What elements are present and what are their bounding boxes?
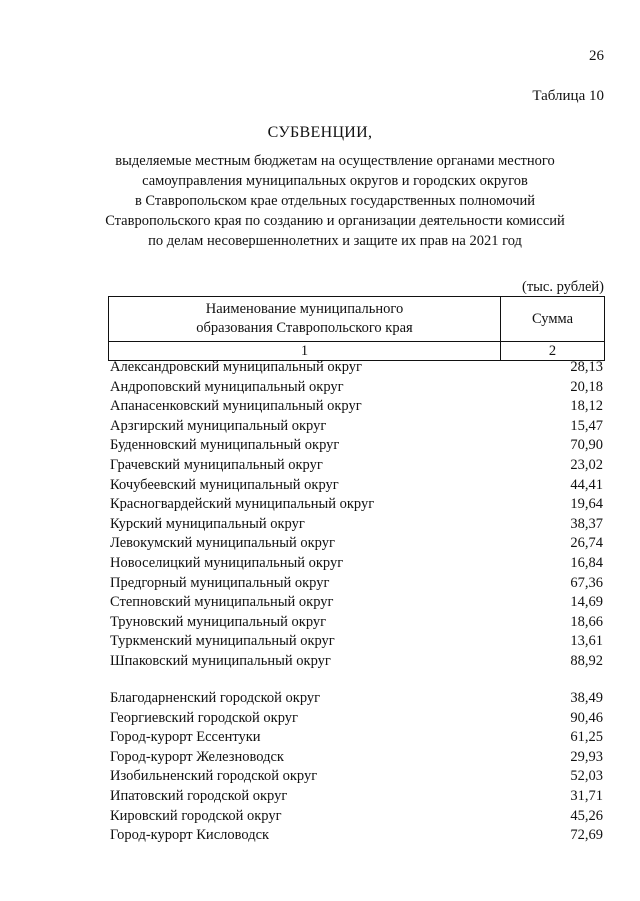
- table-row: [110, 495, 603, 515]
- row-value: 14,69: [570, 594, 603, 611]
- table-label: Таблица 10: [532, 88, 604, 104]
- header-name-cell: [109, 297, 501, 342]
- row-value: 15,47: [570, 417, 603, 434]
- row-value: 18,12: [570, 398, 603, 415]
- row-value: 67,36: [570, 574, 603, 591]
- row-value: 19,64: [570, 496, 603, 513]
- row-value: 38,37: [570, 515, 603, 532]
- row-value: 72,69: [570, 827, 603, 844]
- row-name: Курский муниципальный округ: [110, 515, 305, 532]
- table-row: [110, 728, 603, 748]
- row-value: 13,61: [570, 633, 603, 650]
- table-header: [108, 296, 605, 361]
- subtitle-line: по делам несовершеннолетних и защите их прав на 2021 год: [148, 233, 522, 249]
- city-districts-list: [110, 689, 603, 846]
- row-value: 38,49: [570, 690, 603, 706]
- row-name: Арзгирский муниципальный округ: [110, 417, 327, 434]
- table-row: [110, 417, 603, 437]
- table-row: [110, 593, 603, 613]
- table-row: [110, 456, 603, 476]
- header-name-line: Наименование муниципального: [205, 301, 404, 317]
- table-row: [110, 632, 603, 652]
- row-name: Апанасенковский муниципальный округ: [110, 398, 362, 415]
- row-value: 26,74: [570, 535, 603, 552]
- row-value: 18,66: [570, 613, 603, 630]
- municipal-districts-list: [110, 358, 603, 672]
- table-row: [110, 397, 603, 417]
- row-name: Шпаковский муниципальный округ: [110, 652, 331, 669]
- row-value: 61,25: [570, 729, 603, 746]
- row-name: Город-курорт Ессентуки: [110, 729, 261, 746]
- table-row: [110, 709, 603, 729]
- table-row: [110, 554, 603, 574]
- table-row: [110, 613, 603, 633]
- units-label: (тыс. рублей): [522, 279, 604, 295]
- subtitle-line: в Ставропольском крае отдельных государственных полномочий: [134, 193, 536, 209]
- header-col-number: 2: [501, 342, 605, 361]
- table-row: [110, 652, 603, 672]
- page-number: 26: [589, 48, 604, 64]
- table-row: [110, 534, 603, 554]
- row-name: Грачевский муниципальный округ: [110, 456, 323, 473]
- row-value: 70,90: [570, 437, 603, 454]
- table-row: [110, 574, 603, 594]
- row-name: Кочубеевский муниципальный округ: [110, 476, 339, 493]
- table-row: [110, 826, 603, 846]
- table-row: [110, 515, 603, 535]
- row-value: 29,93: [570, 748, 603, 765]
- row-name: Новоселицкий муниципальный округ: [110, 554, 344, 571]
- table-row: [110, 787, 603, 807]
- table-row: [110, 689, 603, 709]
- subtitle-line: самоуправления муниципальных округов и городских округов: [142, 173, 528, 189]
- row-name: Красногвардейский муниципальный округ: [110, 496, 375, 513]
- row-name: Кировский городской округ: [110, 807, 282, 824]
- row-name: Андроповский муниципальный округ: [110, 378, 344, 395]
- document-title: СУБВЕНЦИИ,: [267, 124, 373, 141]
- table-row: [110, 807, 603, 827]
- table-row: [110, 767, 603, 787]
- row-name: Буденновский муниципальный округ: [110, 437, 340, 454]
- subtitle-line: Ставропольского края по созданию и организации деятельности комиссий: [105, 213, 565, 229]
- row-value: 88,92: [570, 652, 603, 669]
- row-name: Александровский муниципальный округ: [110, 359, 362, 375]
- row-value: 44,41: [570, 476, 603, 493]
- row-value: 23,02: [570, 456, 603, 473]
- row-value: 90,46: [570, 709, 603, 726]
- row-name: Труновский муниципальный округ: [110, 613, 327, 630]
- header-sum-cell: Сумма: [501, 297, 605, 342]
- row-name: Туркменский муниципальный округ: [110, 633, 335, 650]
- subtitle-line: выделяемые местным бюджетам на осуществление органами местного: [115, 153, 555, 169]
- row-name: Благодарненский городской округ: [110, 690, 321, 706]
- row-name: Георгиевский городской округ: [110, 709, 298, 726]
- table-row: [110, 358, 603, 378]
- row-value: 31,71: [570, 787, 603, 804]
- row-value: 52,03: [570, 768, 603, 785]
- row-value: 16,84: [570, 554, 603, 571]
- header-name-line: образования Ставропольского края: [196, 320, 413, 336]
- table-row: [110, 748, 603, 768]
- row-name: Город-курорт Кисловодск: [110, 827, 270, 844]
- header-col-number: 1: [109, 342, 501, 361]
- table-row: [110, 476, 603, 496]
- row-name: Город-курорт Железноводск: [110, 748, 284, 765]
- row-name: Степновский муниципальный округ: [110, 594, 334, 611]
- row-value: 45,26: [570, 807, 603, 824]
- row-name: Левокумский муниципальный округ: [110, 535, 335, 552]
- table-row: [110, 436, 603, 456]
- row-name: Предгорный муниципальный округ: [110, 574, 330, 591]
- row-name: Ипатовский городской округ: [110, 787, 288, 804]
- row-value: 28,13: [570, 359, 603, 375]
- row-value: 20,18: [570, 378, 603, 395]
- document-subtitle: [90, 151, 580, 251]
- row-name: Изобильненский городской округ: [110, 768, 318, 785]
- table-row: [110, 378, 603, 398]
